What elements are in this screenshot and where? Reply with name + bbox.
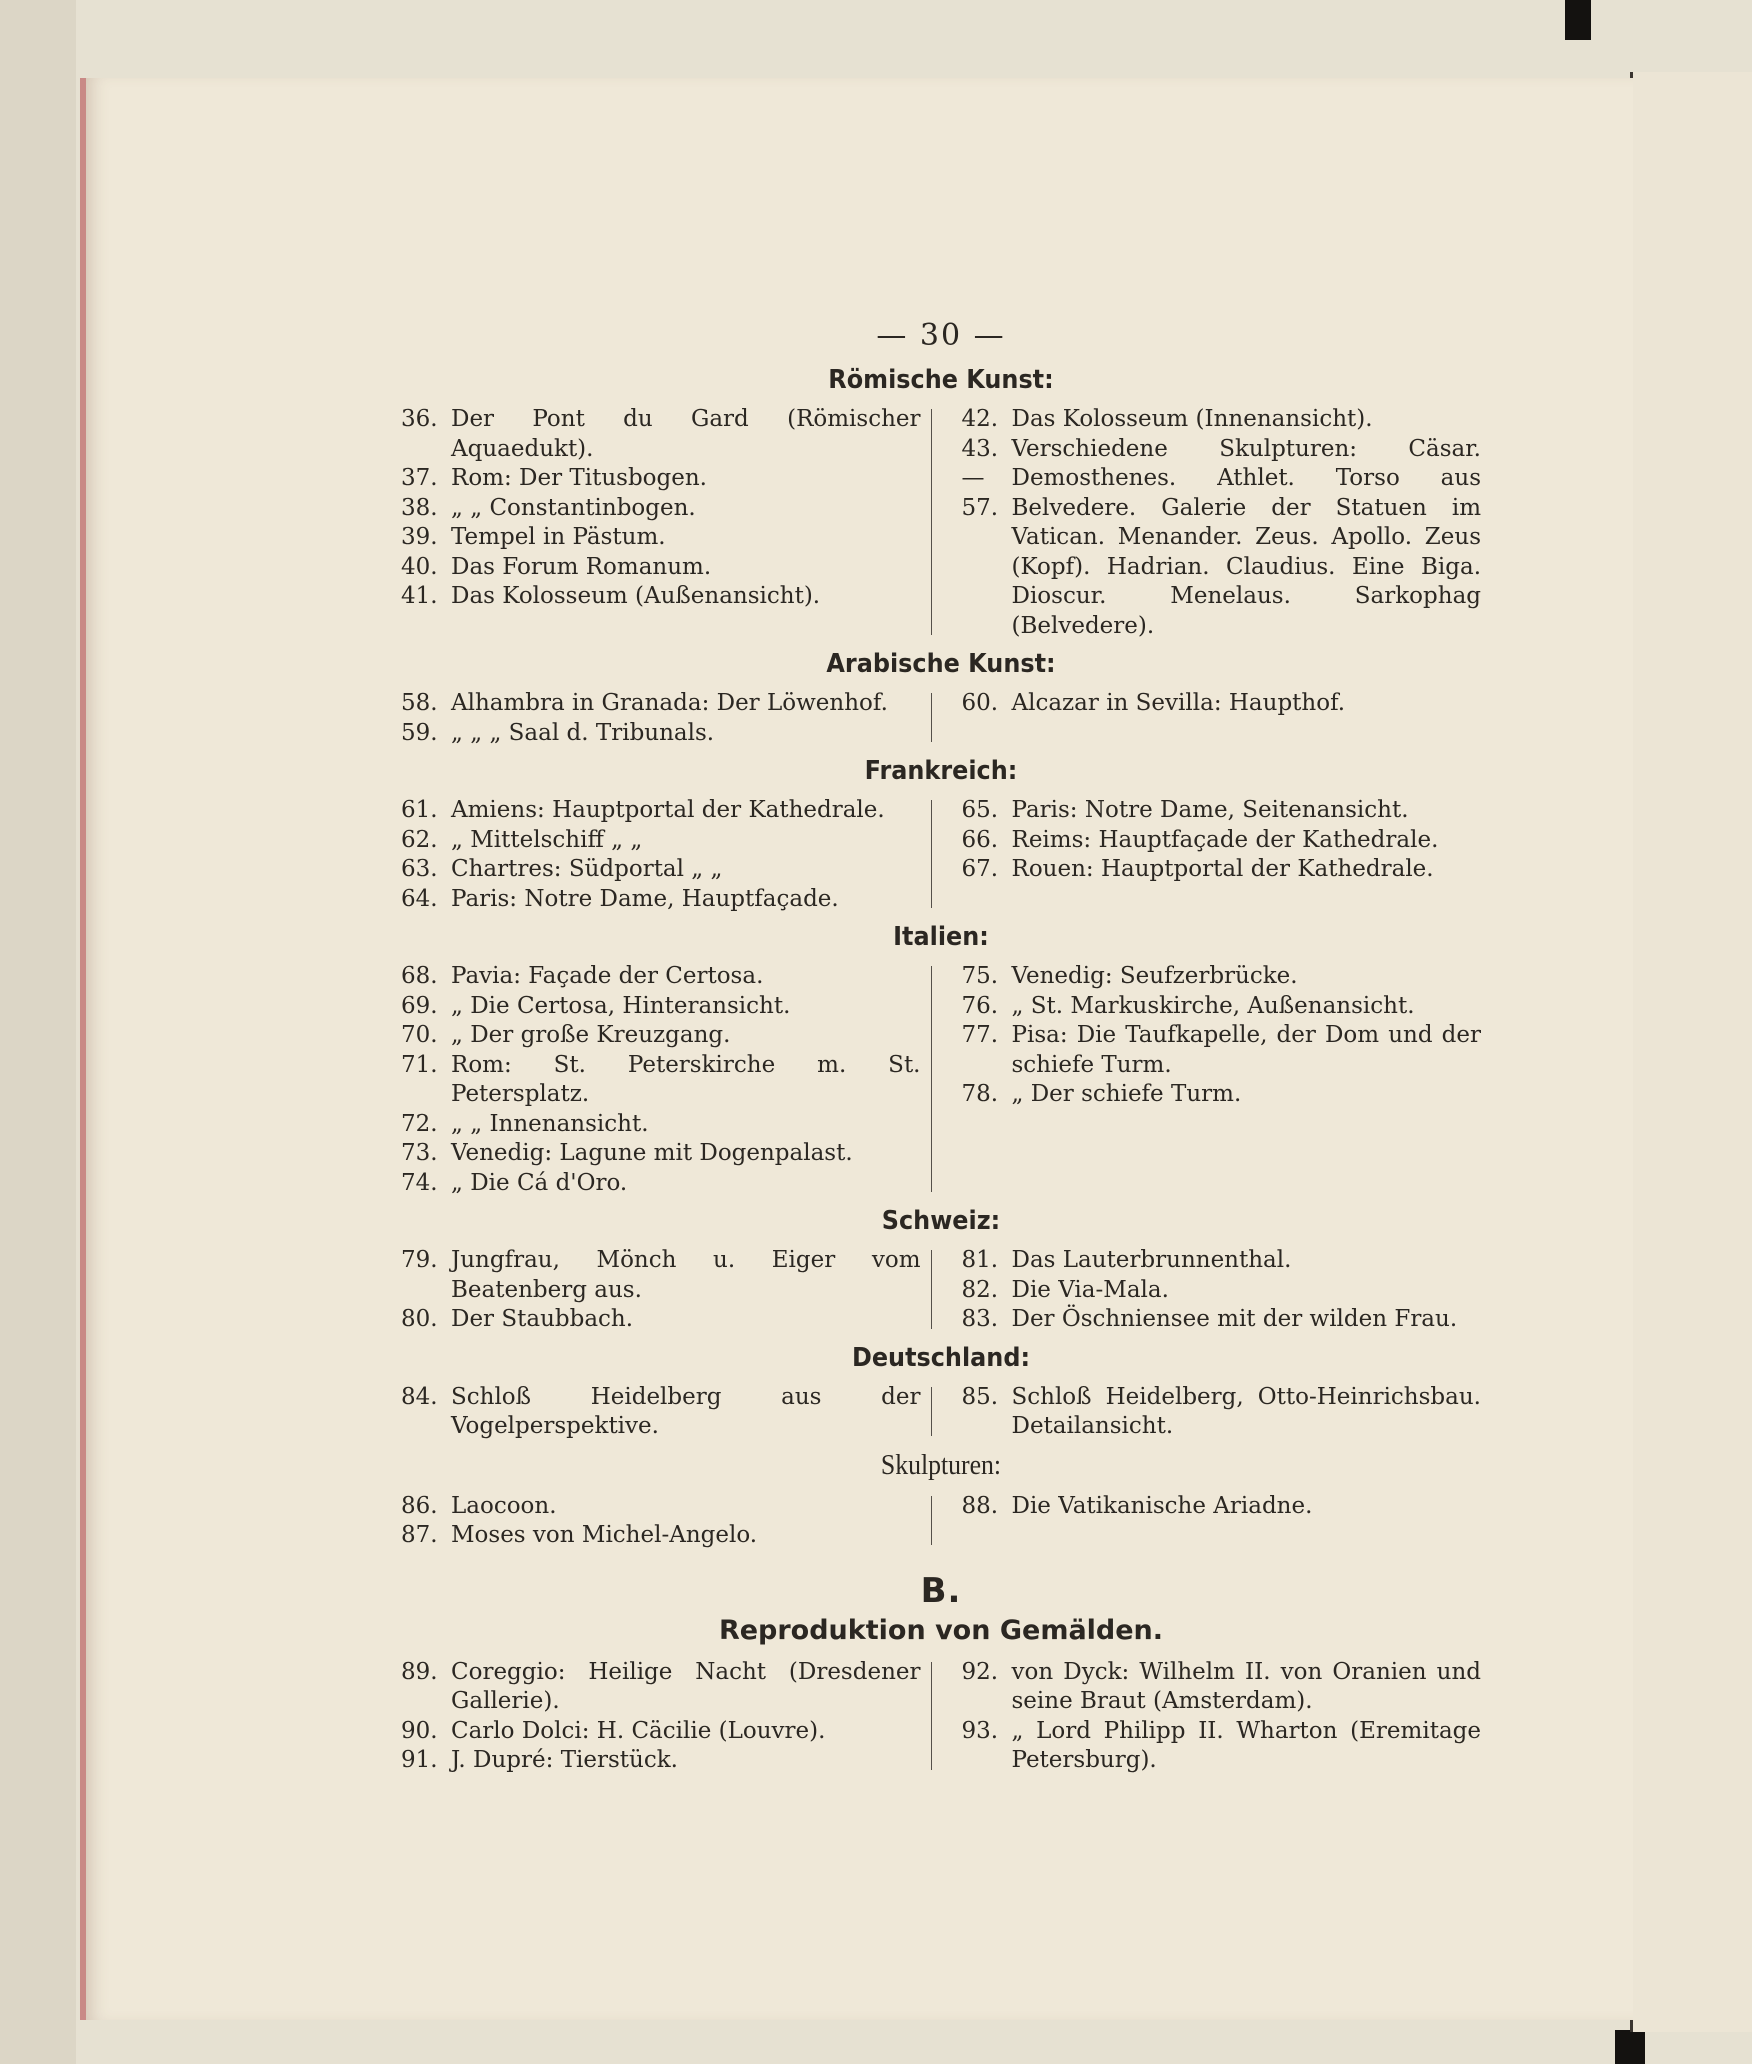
entry-text: Tempel in Pästum. — [451, 524, 666, 550]
entry-text: Coreggio: Heilige Nacht (Dresdener Gallerie). — [451, 1658, 921, 1714]
entry-number: 59. — [401, 719, 438, 746]
left-column — [401, 1658, 921, 1776]
catalog-entry — [401, 1051, 921, 1110]
left-column — [401, 962, 921, 1198]
catalog-entry — [401, 1139, 921, 1169]
entry-number: 69. — [401, 992, 438, 1019]
binding-edge — [0, 0, 76, 2064]
two-column-list — [401, 1383, 1481, 1442]
entry-number: 79. — [401, 1247, 438, 1273]
catalog-section — [401, 1450, 1481, 1551]
entry-text: Schloß Heidelberg aus der Vogelperspektive. — [451, 1383, 921, 1439]
catalog-entry — [401, 1746, 921, 1776]
entry-text: Chartres: Südportal „ „ — [451, 856, 723, 882]
catalog-entry — [401, 553, 921, 583]
catalog-entry — [962, 1492, 1482, 1522]
part-b-entries — [401, 1658, 1481, 1776]
entry-text: Das Kolosseum (Innenansicht). — [1011, 406, 1373, 432]
left-column — [401, 689, 921, 748]
entry-number: 85. — [961, 1383, 999, 1410]
part-title: Reproduktion von Gemälden. — [718, 1614, 1164, 1646]
catalog-entry — [401, 885, 921, 915]
entry-text: Der Pont du Gard (Römischer Aquaedukt). — [451, 406, 921, 462]
catalog-section — [401, 756, 1481, 914]
entry-number: 65. — [961, 797, 999, 823]
entry-text: Venedig: Lagune mit Dogenpalast. — [451, 1140, 853, 1166]
entry-number: 61. — [401, 797, 438, 823]
two-column-list — [401, 1492, 1481, 1551]
entry-text: „ „ Innenansicht. — [451, 1110, 649, 1137]
catalog-entry — [962, 962, 1482, 992]
entry-text: „ Die Certosa, Hinteransicht. — [451, 992, 791, 1019]
entry-text: Alhambra in Granada: Der Löwenhof. — [451, 690, 888, 716]
section-heading: Deutschland: — [851, 1342, 1031, 1373]
catalog-entry — [401, 1021, 921, 1051]
entry-text: Verschiedene Skulpturen: Cäsar. Demosthenes. Athlet. Torso aus Belvedere. Galerie der Statuen im Vatican. Menander. Zeus. Apollo. Zeus (Kopf). Hadrian. Claudius. Eine Biga. Dioscur. Menelaus. Sarkophag (Belvedere). — [1011, 435, 1481, 639]
catalog-entry — [962, 1276, 1482, 1306]
entry-text: „ St. Markuskirche, Außenansicht. — [1011, 992, 1415, 1019]
entry-number: 76. — [961, 992, 999, 1019]
right-column — [932, 1492, 1482, 1551]
catalog-entry — [962, 1021, 1482, 1080]
entry-text: Rom: Der Titusbogen. — [451, 465, 707, 491]
entry-text: Rouen: Hauptportal der Kathedrale. — [1011, 856, 1434, 882]
catalog-entry — [962, 855, 1482, 885]
catalog-entry — [401, 1383, 921, 1442]
section-heading: Italien: — [893, 922, 989, 952]
entry-number: 73. — [401, 1140, 438, 1166]
entry-number: 63. — [401, 856, 438, 882]
catalog-entry — [401, 523, 921, 553]
part-letter: B. — [920, 1570, 962, 1611]
entry-number: 81. — [961, 1247, 999, 1273]
entry-number: 37. — [401, 465, 438, 491]
entry-text: Das Lauterbrunnenthal. — [1011, 1247, 1292, 1273]
left-column — [401, 1383, 921, 1442]
catalog-section — [401, 1206, 1481, 1335]
entry-number: 75. — [961, 963, 999, 989]
facing-page-edge — [1630, 72, 1752, 2032]
catalog-entry — [962, 826, 1482, 856]
entry-number: 83. — [961, 1306, 999, 1332]
entry-number: 93. — [961, 1717, 999, 1744]
entry-text: Paris: Notre Dame, Hauptfaçade. — [451, 885, 839, 912]
entry-number: 91. — [401, 1747, 438, 1773]
catalog-entry — [401, 582, 921, 612]
entry-text: „ Der große Kreuzgang. — [451, 1022, 731, 1048]
entry-number: 80. — [401, 1306, 438, 1332]
entry-text: „ Mittelschiff „ „ — [451, 826, 643, 853]
entry-number: 36. — [401, 406, 438, 432]
entry-text: Die Via-Mala. — [1011, 1276, 1169, 1303]
catalog-entry — [401, 1658, 921, 1717]
entry-number: 71. — [401, 1051, 438, 1078]
entry-text: „ Der schiefe Turm. — [1011, 1081, 1242, 1107]
entry-number: 78. — [961, 1081, 999, 1107]
catalog-entry — [401, 855, 921, 885]
catalog-entry — [401, 1521, 921, 1551]
catalog-entry — [401, 1492, 921, 1522]
section-heading: Skulpturen: — [880, 1449, 1002, 1481]
book-page — [80, 78, 1633, 2020]
entry-text: Alcazar in Sevilla: Haupthof. — [1011, 690, 1346, 716]
catalog-entry — [962, 689, 1482, 719]
entry-text: Die Vatikanische Ariadne. — [1011, 1492, 1313, 1519]
catalog-section — [401, 922, 1481, 1198]
entry-number: 43.—57. — [961, 435, 999, 521]
entry-number: 66. — [961, 826, 999, 853]
catalog-entry — [401, 494, 921, 524]
entry-number: 87. — [401, 1522, 438, 1548]
catalog-entry — [401, 1246, 921, 1305]
catalog-entry — [962, 1246, 1482, 1276]
entry-text: Schloß Heidelberg, Otto-Heinrichsbau. Detailansicht. — [1011, 1383, 1481, 1439]
right-column — [932, 1383, 1482, 1442]
section-heading: Arabische Kunst: — [826, 649, 1056, 679]
entry-text: Carlo Dolci: H. Cäcilie (Louvre). — [451, 1717, 826, 1744]
catalog-entry — [401, 826, 921, 856]
catalog-entry — [962, 435, 1482, 642]
entry-number: 92. — [961, 1658, 999, 1685]
entry-number: 62. — [401, 826, 438, 853]
entry-text: „ Lord Philipp II. Wharton (Eremitage Petersburg). — [1011, 1717, 1481, 1773]
catalog-entry — [401, 719, 921, 749]
entry-number: 70. — [401, 1022, 438, 1048]
entry-number: 64. — [401, 885, 438, 912]
page-content — [401, 318, 1481, 1776]
entry-number: 74. — [401, 1169, 438, 1196]
entry-number: 40. — [401, 553, 438, 580]
catalog-entry — [401, 992, 921, 1022]
catalog-entry — [401, 962, 921, 992]
catalog-sections — [401, 365, 1481, 1551]
entry-text: Der Staubbach. — [451, 1306, 634, 1332]
right-column — [932, 796, 1482, 914]
entry-number: 84. — [401, 1383, 438, 1410]
section-heading: Römische Kunst: — [828, 365, 1054, 395]
entry-text: Paris: Notre Dame, Seitenansicht. — [1011, 797, 1409, 823]
entry-text: „ „ Constantinbogen. — [451, 494, 696, 521]
entry-text: Moses von Michel-Angelo. — [451, 1522, 758, 1548]
page-number: — 30 — — [876, 318, 1006, 353]
entry-text: Reims: Hauptfaçade der Kathedrale. — [1011, 826, 1439, 853]
right-column — [932, 405, 1482, 641]
two-column-list — [401, 1658, 1481, 1776]
corner-tab-bottom — [1615, 2030, 1645, 2064]
corner-tab-top — [1565, 0, 1591, 40]
entry-text: Venedig: Seufzerbrücke. — [1011, 963, 1298, 989]
entry-number: 68. — [401, 963, 438, 989]
entry-number: 88. — [961, 1492, 999, 1519]
catalog-section — [401, 649, 1481, 748]
entry-text: J. Dupré: Tierstück. — [451, 1747, 678, 1773]
entry-number: 86. — [401, 1492, 438, 1519]
left-column — [401, 1492, 921, 1551]
entry-number: 72. — [401, 1110, 438, 1137]
left-column — [401, 796, 921, 914]
left-column — [401, 1246, 921, 1335]
catalog-entry — [962, 1658, 1482, 1717]
entry-text: Jungfrau, Mönch u. Eiger vom Beatenberg aus. — [451, 1247, 921, 1303]
entry-number: 41. — [401, 583, 438, 609]
entry-text: Das Kolosseum (Außenansicht). — [451, 583, 821, 609]
catalog-entry — [962, 796, 1482, 826]
two-column-list — [401, 962, 1481, 1198]
entry-text: Pavia: Façade der Certosa. — [451, 963, 764, 989]
catalog-entry — [962, 405, 1482, 435]
section-heading: Schweiz: — [881, 1206, 1001, 1236]
entry-number: 58. — [401, 690, 438, 716]
catalog-entry — [401, 1305, 921, 1335]
entry-number: 89. — [401, 1658, 438, 1685]
right-column — [932, 1658, 1482, 1776]
entry-number: 60. — [961, 690, 999, 716]
entry-text: Laocoon. — [451, 1492, 557, 1519]
left-column — [401, 405, 921, 641]
two-column-list — [401, 689, 1481, 748]
entry-number: 77. — [961, 1022, 999, 1048]
entry-text: „ Die Cá d'Oro. — [451, 1169, 628, 1196]
two-column-list — [401, 405, 1481, 641]
section-heading: Frankreich: — [864, 756, 1018, 786]
catalog-entry — [401, 464, 921, 494]
entry-text: Der Öschniensee mit der wilden Frau. — [1011, 1306, 1458, 1332]
entry-text: Das Forum Romanum. — [451, 553, 712, 580]
entry-text: Amiens: Hauptportal der Kathedrale. — [451, 797, 885, 823]
entry-number: 42. — [961, 406, 999, 432]
two-column-list — [401, 1246, 1481, 1335]
two-column-list — [401, 796, 1481, 914]
catalog-entry — [962, 992, 1482, 1022]
catalog-entry — [962, 1383, 1482, 1442]
catalog-entry — [962, 1305, 1482, 1335]
catalog-entry — [401, 796, 921, 826]
catalog-entry — [401, 405, 921, 464]
catalog-entry — [401, 689, 921, 719]
entry-number: 90. — [401, 1717, 438, 1744]
right-column — [932, 689, 1482, 748]
catalog-entry — [401, 1169, 921, 1199]
entry-text: „ „ „ Saal d. Tribunals. — [451, 719, 715, 746]
entry-number: 82. — [961, 1276, 999, 1303]
right-column — [932, 962, 1482, 1198]
entry-text: von Dyck: Wilhelm II. von Oranien und seine Braut (Amsterdam). — [1011, 1658, 1481, 1714]
catalog-section — [401, 365, 1481, 641]
entry-number: 38. — [401, 494, 438, 521]
entry-number: 67. — [961, 856, 999, 882]
entry-text: Pisa: Die Taufkapelle, der Dom und der schiefe Turm. — [1011, 1022, 1481, 1078]
catalog-entry — [401, 1110, 921, 1140]
right-column — [932, 1246, 1482, 1335]
catalog-entry — [962, 1080, 1482, 1110]
catalog-entry — [962, 1717, 1482, 1776]
entry-text: Rom: St. Peterskirche m. St. Petersplatz. — [451, 1051, 921, 1107]
catalog-entry — [401, 1717, 921, 1747]
entry-number: 39. — [401, 524, 438, 550]
catalog-section — [401, 1343, 1481, 1442]
